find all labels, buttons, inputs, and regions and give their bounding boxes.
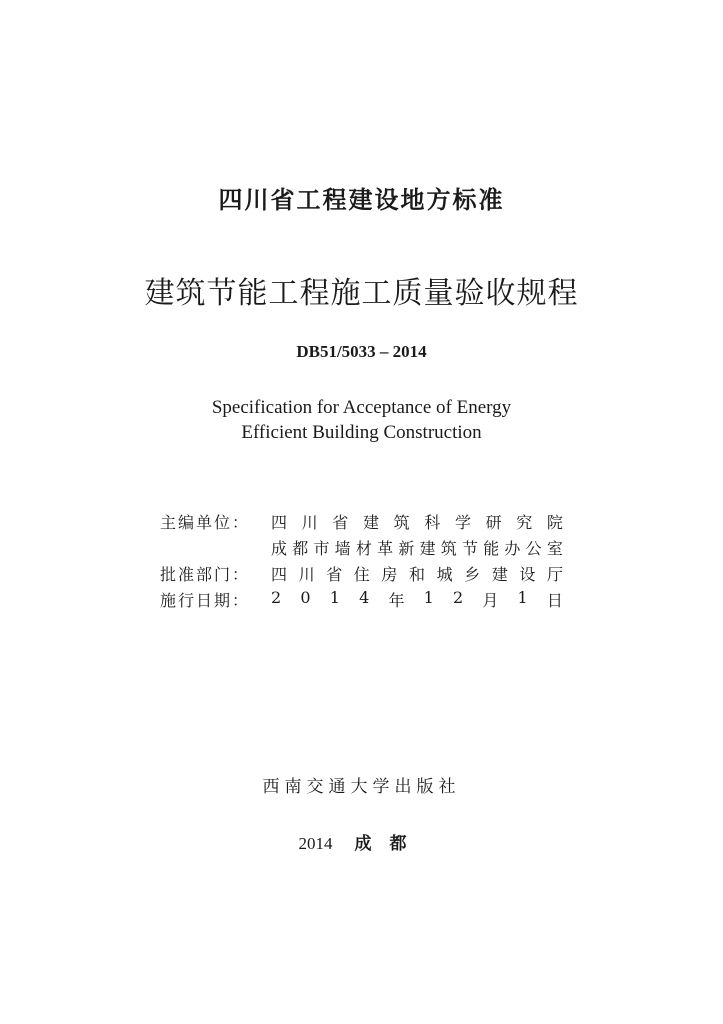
value-char: 建 xyxy=(362,513,379,532)
publication-year: 2014 xyxy=(298,834,333,853)
value-char: 节 xyxy=(461,539,478,558)
value-char: 成 xyxy=(271,539,288,558)
value-char: 建 xyxy=(491,565,508,584)
value-char: 2 xyxy=(452,588,464,607)
effective-date-label: 施行日期： xyxy=(160,591,251,610)
publisher: 西南交通大学出版社 xyxy=(262,777,461,797)
value-char: 建 xyxy=(419,539,436,558)
value-char: 厅 xyxy=(546,565,563,584)
approver-label: 批准部门： xyxy=(160,565,251,584)
value-char: 院 xyxy=(546,513,563,532)
value-char: 年 xyxy=(388,591,405,610)
value-char: 能 xyxy=(483,539,500,558)
footer xyxy=(0,829,723,854)
value-char: 墙 xyxy=(334,539,351,558)
value-char: 设 xyxy=(519,565,536,584)
value-char: 究 xyxy=(516,513,533,532)
value-char: 城 xyxy=(436,565,453,584)
english-title-line2: Efficient Building Construction xyxy=(241,422,482,443)
value-char: 住 xyxy=(353,565,370,584)
value-char: 和 xyxy=(408,565,425,584)
value-char: 房 xyxy=(381,565,398,584)
value-char: 筑 xyxy=(393,513,410,532)
value-char: 室 xyxy=(546,539,563,558)
value-char: 市 xyxy=(313,539,330,558)
value-char: 4 xyxy=(359,588,370,607)
value-char: 新 xyxy=(398,539,415,558)
value-char: 月 xyxy=(482,591,499,610)
value-char: 川 xyxy=(301,513,318,532)
publication-city: 成都 xyxy=(354,834,425,854)
value-char: 公 xyxy=(525,539,542,558)
value-char: 办 xyxy=(504,539,521,558)
value-char: 1 xyxy=(517,588,528,607)
editor-line2 xyxy=(271,536,563,559)
value-char: 0 xyxy=(300,588,311,607)
value-char: 研 xyxy=(485,513,502,532)
english-title-line1: Specification for Acceptance of Energy xyxy=(211,397,512,418)
value-char: 材 xyxy=(355,539,372,558)
series-title: 四川省工程建设地方标准 xyxy=(218,186,505,214)
value-char: 省 xyxy=(326,565,343,584)
value-char: 科 xyxy=(424,513,441,532)
editor-line1 xyxy=(271,510,563,533)
value-char: 1 xyxy=(423,588,434,607)
value-char: 川 xyxy=(298,565,315,584)
effective-date-value xyxy=(271,588,563,611)
value-char: 1 xyxy=(329,588,340,607)
editor-label: 主编单位： xyxy=(160,513,251,532)
value-char: 筑 xyxy=(440,539,457,558)
approver-value xyxy=(271,562,563,585)
value-char: 四 xyxy=(271,565,288,584)
value-char: 日 xyxy=(546,591,563,610)
standard-code: DB51/5033 – 2014 xyxy=(296,342,427,361)
value-char: 省 xyxy=(332,513,349,532)
value-char: 革 xyxy=(377,539,394,558)
value-char: 乡 xyxy=(464,565,481,584)
value-char: 都 xyxy=(292,539,309,558)
value-char: 四 xyxy=(271,513,288,532)
value-char: 2 xyxy=(271,588,282,607)
main-title: 建筑节能工程施工质量验收规程 xyxy=(144,276,579,311)
value-char: 学 xyxy=(454,513,471,532)
